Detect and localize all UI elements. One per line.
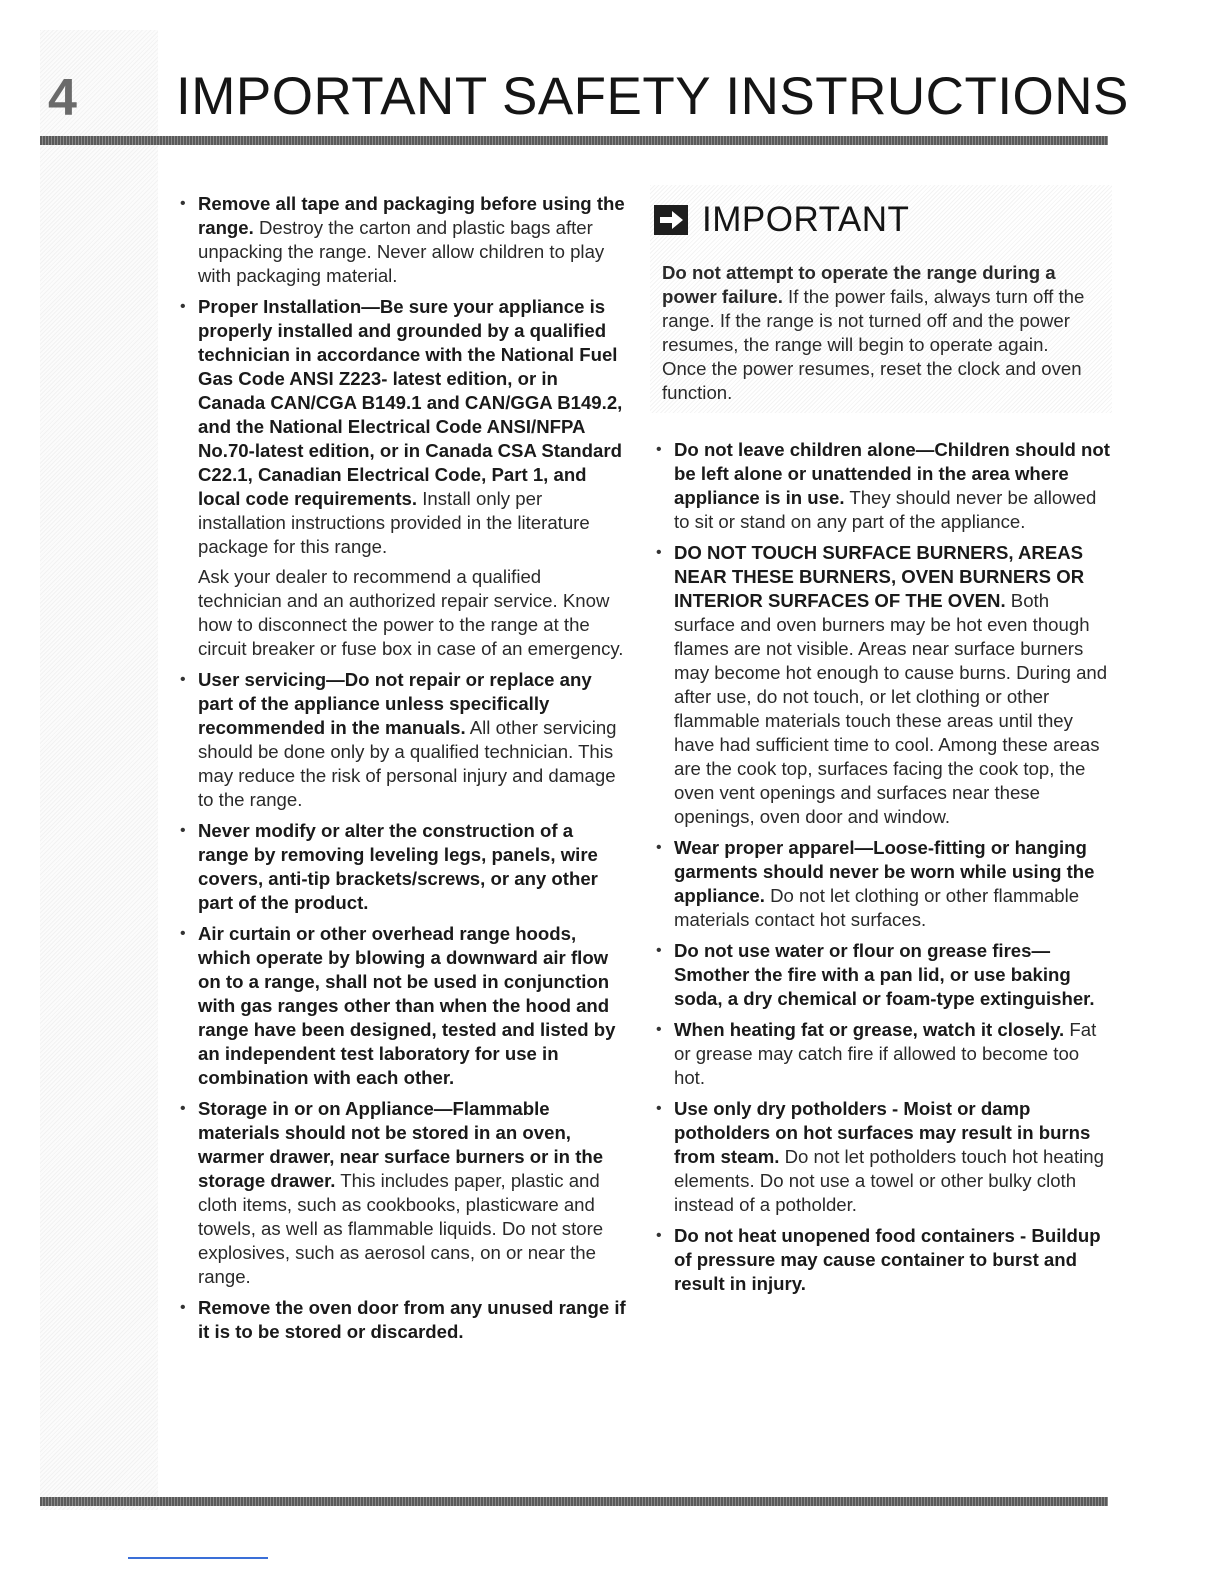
bullet-icon: •: [180, 1100, 186, 1117]
left-column: [176, 192, 628, 1351]
important-bold-text: Do not attempt to operate the range during a power failure.: [662, 262, 1056, 307]
bullet-icon: •: [180, 1299, 186, 1316]
item-body-text: Do not let potholders touch hot heating elements. Do not use a towel or other bulky cloth instead of a potholder.: [674, 1146, 1104, 1215]
item-body-text: Fat or grease may catch fire if allowed to become too hot.: [674, 1019, 1097, 1088]
list-item: [652, 438, 1110, 534]
side-stripe: [40, 30, 158, 1510]
bullet-icon: •: [656, 441, 662, 458]
bullet-icon: •: [656, 1227, 662, 1244]
bullet-icon: •: [180, 925, 186, 942]
item-bold-text: Do not leave children alone—Children should not be left alone or unattended in the area where appliance is in use.: [674, 439, 1110, 508]
right-column: [652, 438, 1110, 1303]
list-item: [176, 1296, 628, 1344]
bullet-icon: •: [656, 544, 662, 561]
installation-note: Ask your dealer to recommend a qualified technician and an authorized repair service. Know how to disconnect the power to the range at the circuit breaker or fuse box in case of an emergency.: [198, 566, 624, 659]
list-item: [652, 1018, 1110, 1090]
item-body-text: They should never be allowed to sit or stand on any part of the appliance.: [674, 487, 1097, 532]
list-item: [652, 541, 1110, 829]
bullet-icon: •: [180, 822, 186, 839]
bullet-icon: •: [180, 671, 186, 688]
item-body-text: Destroy the carton and plastic bags after unpacking the range. Never allow children to play with packaging material.: [198, 217, 605, 286]
important-text: [662, 261, 1098, 405]
important-label: IMPORTANT: [702, 200, 910, 239]
important-body-text: If the power fails, always turn off the range. If the range is not turned off and the power resumes, the range will begin to operate again. Once the power resumes, reset the clock and oven function.: [662, 286, 1085, 403]
item-bold-text: Use only dry potholders - Moist or damp potholders on hot surfaces may result in burns from steam.: [674, 1098, 1091, 1167]
item-body-text: Both surface and oven burners may be hot even though flames are not visible. Areas near surface burners may become hot enough to cause burns. During and after use, do not touch, or let clothing or other flammable materials touch these areas until they have had sufficient time to cool. Among these areas are the cook top, surfaces facing the cook top, the oven vent openings and surfaces near these openings, oven door and window.: [674, 590, 1108, 827]
item-bold-text: Air curtain or other overhead range hoods, which operate by blowing a downward air flow on to a range, shall not be used in conjunction with gas ranges other than when the hood and range have been designed, tested and listed by an independent test laboratory for use in combination with each other.: [198, 923, 616, 1088]
list-item: [176, 1097, 628, 1289]
list-item: [176, 668, 628, 812]
item-bold-text: Never modify or alter the construction of a range by removing leveling legs, panels, wire covers, anti-tip brackets/screws, or any other part of the product.: [198, 820, 598, 913]
footer-rule: [40, 1497, 1108, 1506]
item-bold-text: User servicing—Do not repair or replace any part of the appliance unless specifically recommended in the manuals.: [198, 669, 592, 738]
arrow-right-icon: [654, 205, 688, 235]
item-bold-text: DO NOT TOUCH SURFACE BURNERS, AREAS NEAR THESE BURNERS, OVEN BURNERS OR INTERIOR SURFACES OF THE OVEN.: [674, 542, 1085, 611]
list-item: [652, 1097, 1110, 1217]
bullet-icon: •: [656, 1100, 662, 1117]
bullet-icon: •: [656, 942, 662, 959]
page-header: [40, 58, 1129, 138]
item-body-text: Do not let clothing or other flammable materials contact hot surfaces.: [674, 885, 1080, 930]
header-rule: [40, 136, 1108, 145]
list-item: [652, 836, 1110, 932]
item-bold-text: Storage in or on Appliance—Flammable materials should not be stored in an oven, warmer drawer, near surface burners or in the storage drawer.: [198, 1098, 604, 1191]
item-bold-text: Remove all tape and packaging before using the range.: [198, 193, 625, 238]
bullet-icon: •: [180, 195, 186, 212]
bullet-icon: •: [180, 298, 186, 315]
item-bold-text: When heating fat or grease, watch it closely.: [674, 1019, 1065, 1040]
list-item: [652, 939, 1110, 1011]
list-item: [176, 295, 628, 559]
list-item: [176, 192, 628, 288]
bullet-icon: •: [656, 839, 662, 856]
page-title: IMPORTANT SAFETY INSTRUCTIONS: [176, 67, 1129, 126]
bullet-icon: •: [656, 1021, 662, 1038]
item-body-text: Install only per installation instructions provided in the literature package for this range.: [198, 488, 590, 557]
list-item: [176, 819, 628, 915]
item-bold-text: Wear proper apparel—Loose-fitting or hanging garments should never be worn while using the appliance.: [674, 837, 1095, 906]
item-bold-text: Do not use water or flour on grease fires—Smother the fire with a pan lid, or use baking soda, a dry chemical or foam-type extinguisher.: [674, 940, 1095, 1009]
important-notice: [650, 185, 1112, 413]
list-item: [176, 922, 628, 1090]
list-item: [652, 1224, 1110, 1296]
page-number: 4: [48, 69, 77, 127]
item-body-text: All other servicing should be done only by a qualified technician. This may reduce the risk of personal injury and damage to the range.: [198, 717, 617, 810]
item-bold-text: Do not heat unopened food containers - Buildup of pressure may cause container to burst and result in injury.: [674, 1225, 1101, 1294]
item-bold-text: Remove the oven door from any unused range if it is to be stored or discarded.: [198, 1297, 626, 1342]
footer-link-underline: [128, 1557, 268, 1559]
item-bold-text: Proper Installation—Be sure your appliance is properly installed and grounded by a qualified technician in accordance with the National Fuel Gas Code ANSI Z223- latest edition, or in Canada CAN/CGA B149.1 and CAN/GGA B149.2, and the National Electrical Code ANSI/NFPA No.70-latest edition, or in Canada CSA Standard C22.1, Canadian Electrical Code, Part 1, and local code requirements.: [198, 296, 623, 509]
item-body-text: This includes paper, plastic and cloth items, such as cookbooks, plasticware and towels, as well as flammable liquids. Do not store explosives, such as aerosol cans, on or near the range.: [198, 1170, 604, 1287]
